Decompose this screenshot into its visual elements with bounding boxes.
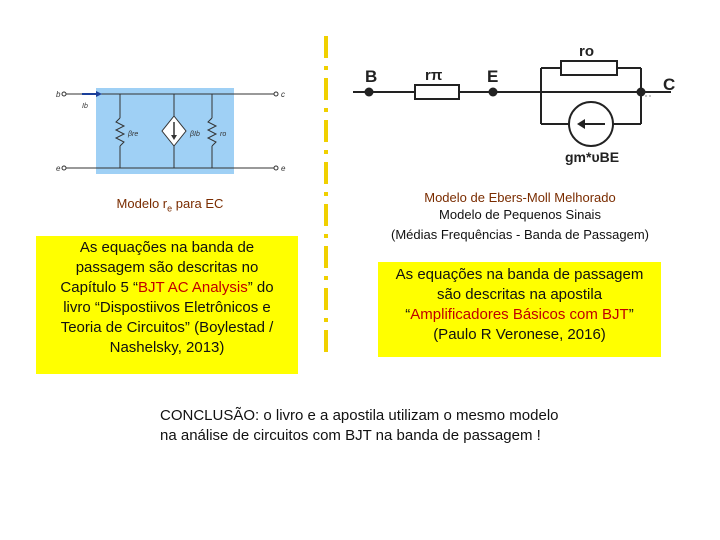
right-box-line-2: são descritas na apostila	[436, 286, 603, 303]
left-box-line-3-post: ” do	[247, 279, 274, 296]
right-box-line-3-post: ”	[628, 306, 634, 323]
right-box-line-4: (Paulo R Veronese, 2016)	[433, 326, 606, 343]
left-caption-prefix: Modelo r	[116, 196, 168, 211]
conclusion-label: CONCLUSÃO	[160, 407, 256, 424]
right-box-line-3-pre: “	[405, 306, 411, 323]
right-model-band: (Médias Frequências - Banda de Passagem)	[391, 227, 649, 242]
terminal-b	[62, 92, 66, 96]
left-box-line-2: passagem são descritas no	[75, 259, 259, 276]
ro-resistor	[561, 61, 617, 75]
conclusion-line-2: na análise de circuitos com BJT na banda de passagem !	[160, 427, 541, 444]
right-box-line-1: As equações na banda de passagem	[395, 266, 644, 283]
re-model-circuit	[56, 82, 288, 180]
label-e-left: e	[56, 164, 61, 173]
left-caption-subscript: e	[167, 203, 173, 214]
left-reference-box	[36, 236, 298, 374]
left-model-caption	[60, 196, 280, 214]
label-E: E	[487, 67, 499, 86]
label-c: c	[281, 90, 285, 99]
label-e-right: e	[281, 164, 286, 173]
r-pi-resistor	[415, 85, 459, 99]
label-ib: Ib	[82, 103, 88, 110]
conclusion-text-1: : o livro e a apostila utilizam o mesmo modelo	[255, 407, 559, 424]
ebers-moll-circuit	[353, 36, 689, 186]
left-box-line-6: Nashelsky, 2013)	[109, 339, 225, 356]
label-beta-re: βre	[128, 131, 139, 138]
label-beta-ib: βIb	[190, 131, 200, 138]
node-E	[489, 88, 498, 97]
conclusion-text	[160, 406, 640, 446]
vertical-divider	[320, 36, 332, 360]
terminal-c	[274, 92, 278, 96]
left-box-line-1: As equações na banda de	[79, 239, 255, 256]
terminal-e-left	[62, 166, 66, 170]
right-model-subtitle: Modelo de Pequenos Sinais	[439, 207, 601, 222]
label-gm-source: gm*υBE	[565, 149, 620, 165]
label-ro: ro	[220, 131, 227, 138]
right-box-line-3	[378, 305, 661, 325]
left-caption-suffix: para EC	[172, 196, 224, 211]
label-B: B	[365, 67, 378, 86]
left-box-book-chapter: BJT AC Analysis	[137, 279, 248, 296]
left-box-line-4: livro “Dispostiivos Eletrônicos e	[63, 299, 271, 316]
conclusion-line-1	[160, 406, 640, 426]
label-ro: ro	[579, 43, 594, 60]
left-box-line-3-pre: Capítulo 5 “	[60, 279, 138, 296]
right-reference-box	[378, 262, 661, 357]
label-b: b	[56, 90, 61, 99]
right-model-caption: Modelo de Ebers-Moll Melhorado	[424, 190, 616, 205]
label-r-pi: rπ	[425, 67, 443, 84]
terminal-e-right	[274, 166, 278, 170]
left-box-line-3	[36, 278, 298, 298]
left-box-line-5: Teoria de Circuitos” (Boylestad /	[60, 319, 274, 336]
label-C: C	[663, 75, 676, 94]
right-box-handout-title: Amplificadores Básicos com BJT	[410, 306, 629, 323]
node-B	[365, 88, 374, 97]
